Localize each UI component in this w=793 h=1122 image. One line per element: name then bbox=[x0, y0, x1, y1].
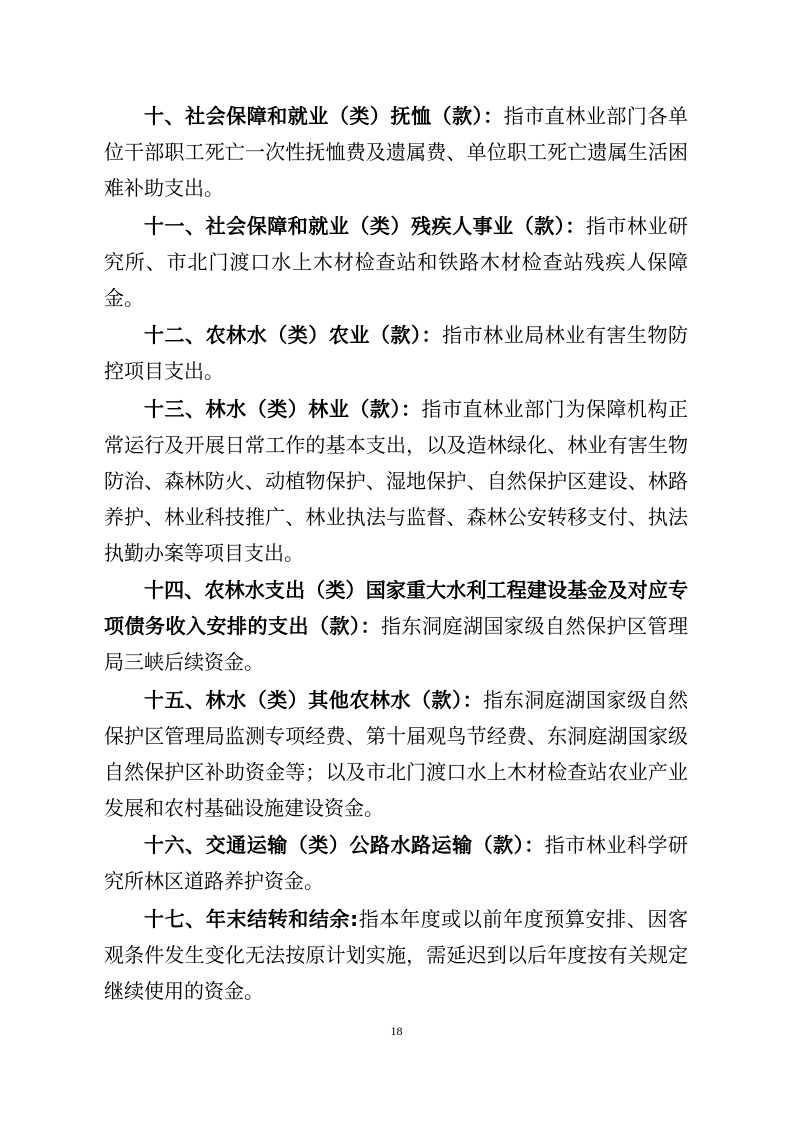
paragraph-term: 十一、社会保障和就业（类）残疾人事业（款）： bbox=[144, 213, 586, 238]
paragraph-text: 指市林业局林业有害生物防控项目支出。 bbox=[104, 323, 689, 383]
paragraph-text: 指市直林业部门各单位干部职工死亡一次性抚恤费及遗属费、单位职工死亡遗属生活困难补助支出。 bbox=[104, 104, 689, 200]
paragraph-term: 十三、林水（类）林业（款）： bbox=[144, 396, 422, 421]
paragraph-text: 指市直林业部门为保障机构正常运行及开展日常工作的基本支出，以及造林绿化、林业有害生物防治、森林防火、动植物保护、湿地保护、自然保护区建设、林路养护、林业科技推广、林业执法与监督、森林公安转移支付、执法执勤办案等项目支出。 bbox=[104, 396, 689, 565]
paragraph-item-15 bbox=[104, 682, 688, 826]
paragraph-term: 十五、林水（类）其他农林水（款）： bbox=[144, 687, 484, 712]
paragraph-item-13 bbox=[104, 391, 688, 571]
paragraph-item-10 bbox=[104, 98, 688, 206]
paragraph-term: 十二、农林水（类）农业（款）： bbox=[144, 323, 443, 347]
paragraph-term: 十、社会保障和就业（类）抚恤（款）： bbox=[144, 104, 504, 128]
paragraph-text: 指市林业研究所、市北门渡口水上木材检查站和铁路木材检查站残疾人保障金。 bbox=[104, 213, 689, 310]
page-number: 18 bbox=[390, 1024, 403, 1038]
paragraph-text: 指本年度或以前年度预算安排、因客观条件发生变化无法按原计划实施，需延迟到以后年度按有关规定继续使用的资金。 bbox=[104, 906, 689, 1003]
paragraph-term: 十六、交通运输（类）公路水路运输（款）： bbox=[144, 833, 545, 857]
paragraph-term: 十七、年末结转和结余: bbox=[144, 906, 359, 931]
document-body bbox=[104, 98, 688, 1010]
paragraph-text: 指市林业科学研究所林区道路养护资金。 bbox=[104, 833, 689, 893]
paragraph-text: 指东洞庭湖国家级自然保护区管理局监测专项经费、第十届观鸟节经费、东洞庭湖国家级自然保护区补助资金等；以及市北门渡口水上木材检查站农业产业发展和农村基础设施建设资金。 bbox=[104, 687, 689, 820]
paragraph-text: 指东洞庭湖国家级自然保护区管理局三峡后续资金。 bbox=[104, 614, 688, 674]
paragraph-item-16 bbox=[104, 827, 688, 899]
paragraph-item-12 bbox=[104, 317, 688, 389]
paragraph-term: 十四、农林水支出（类）国家重大水利工程建设基金及对应专项债务收入安排的支出（款）： bbox=[104, 578, 688, 638]
paragraph-item-14 bbox=[104, 572, 688, 680]
paragraph-item-17 bbox=[104, 901, 688, 1009]
paragraph-item-11 bbox=[104, 208, 688, 316]
